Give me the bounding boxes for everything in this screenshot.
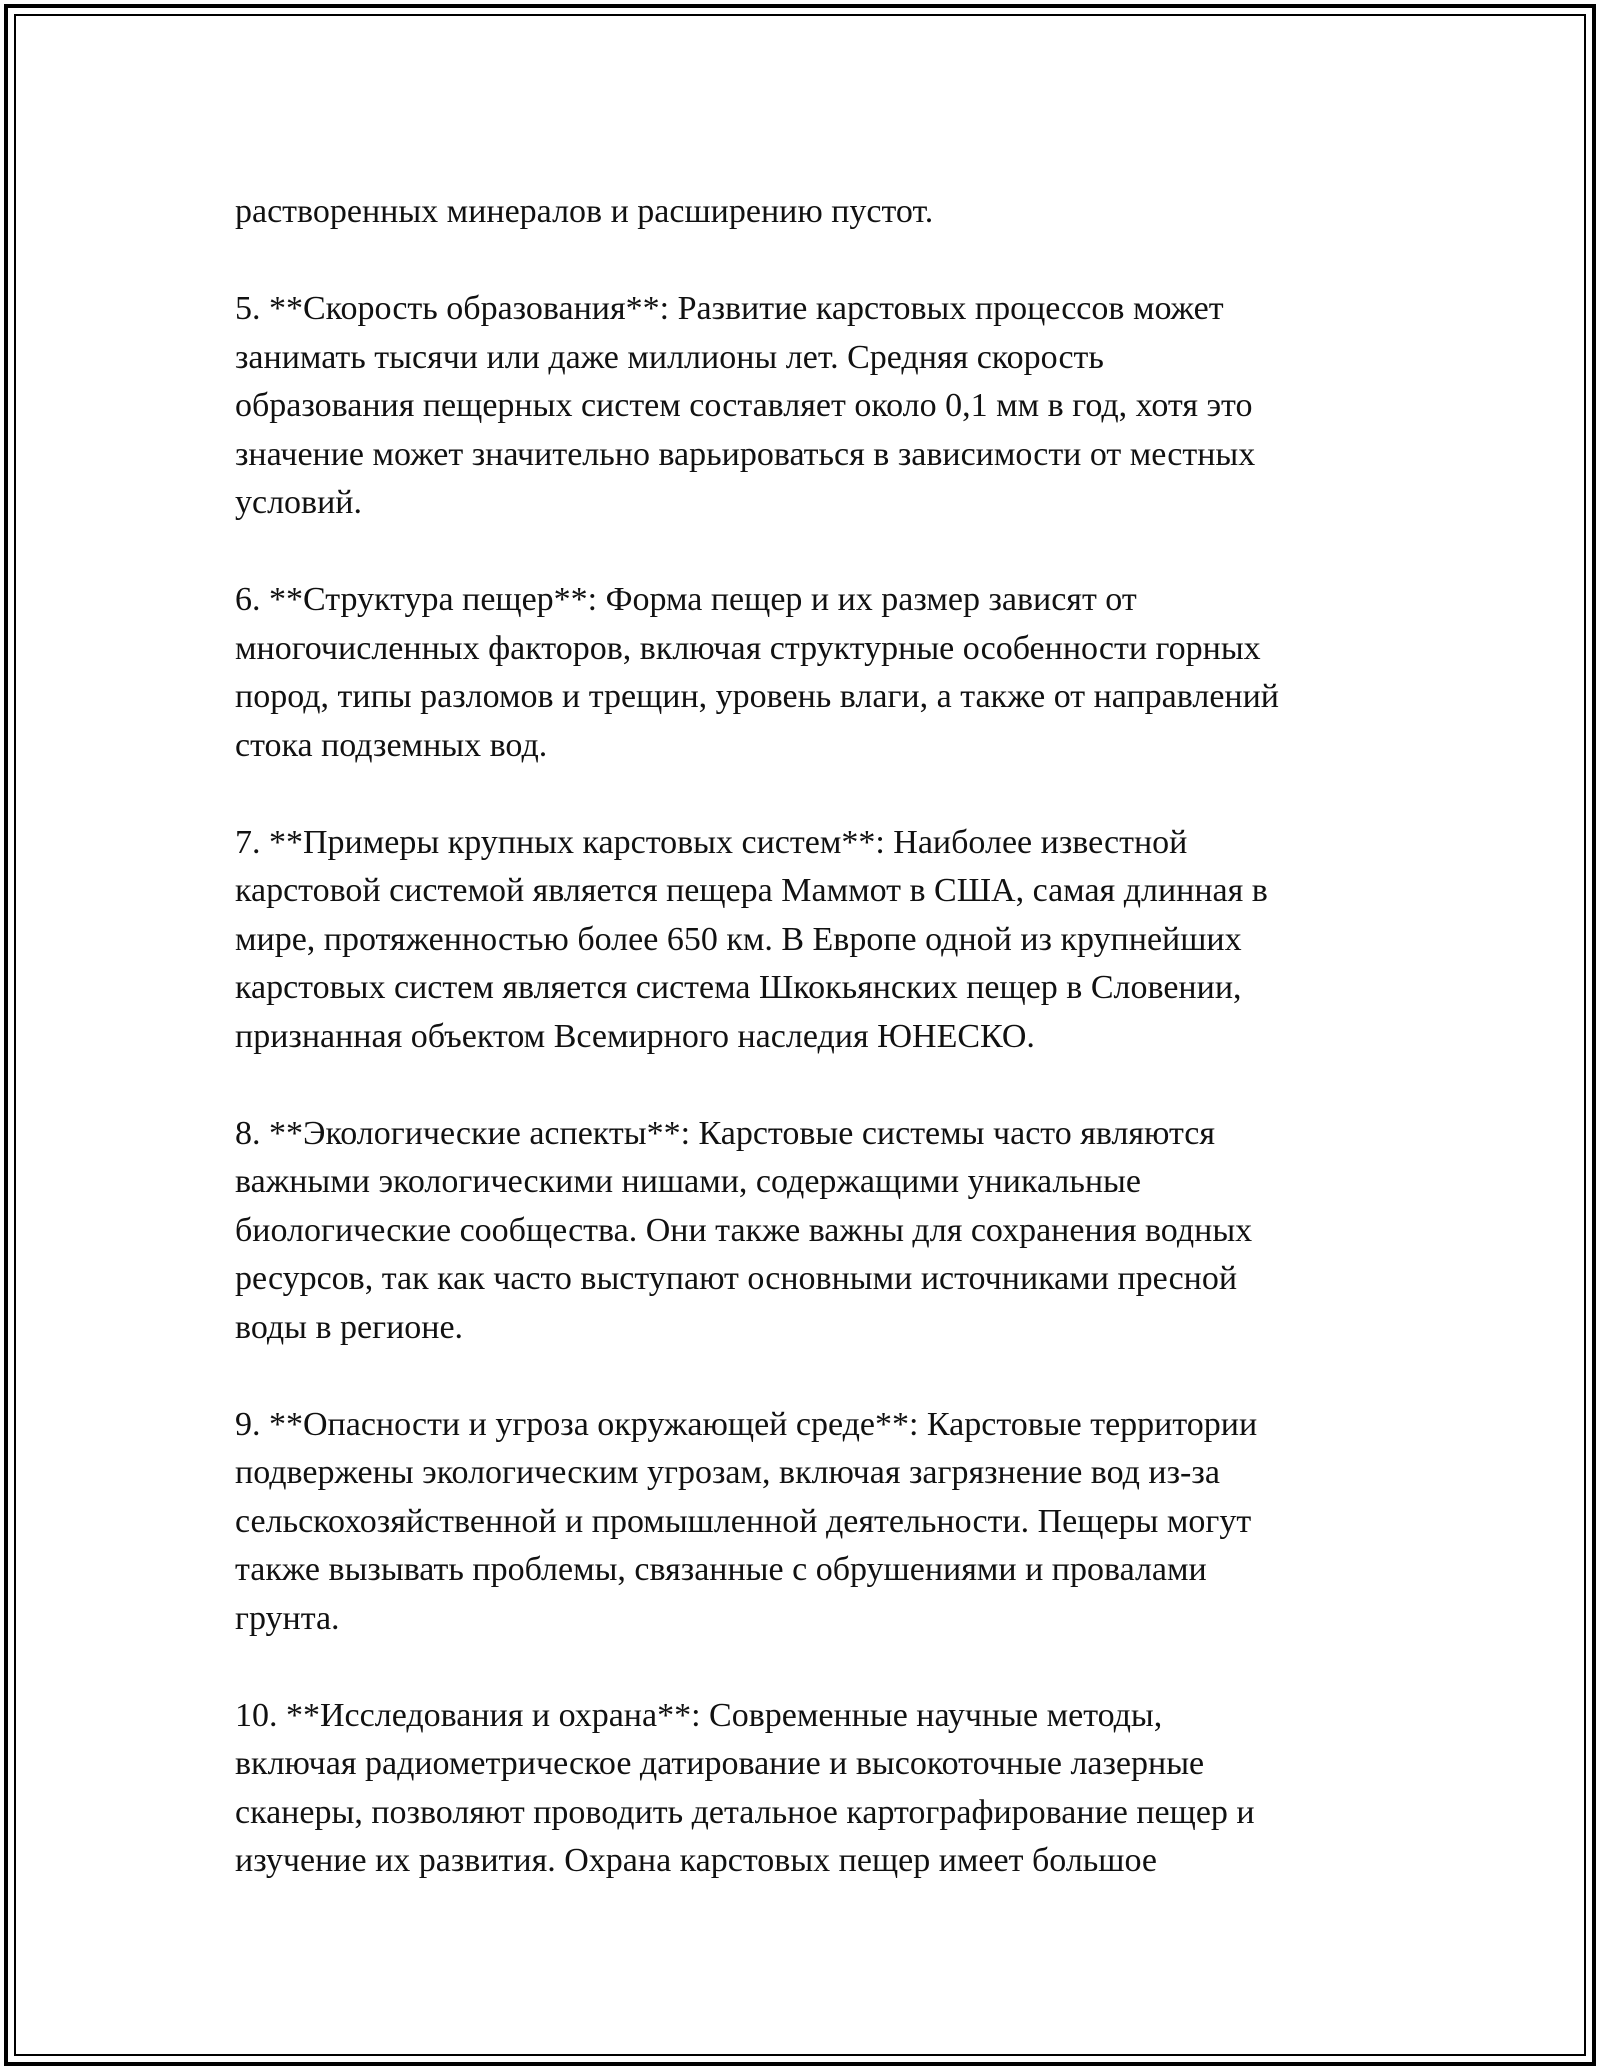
paragraph-item-8: 8. **Экологические аспекты**: Карстовые системы часто являются важными экологическими нишами, содержащими уникальные биологические сообщества. Они также важны для сохранения водных ресурсов, так как часто выступают основными источниками пресной воды в регионе.	[235, 1114, 1253, 1346]
paragraph-item-5: 5. **Скорость образования**: Развитие карстовых процессов может занимать тысячи или даже миллионы лет. Средняя скорость образования пещерных систем составляет около 0,1 мм в год, хотя это значение может значительно варьироваться в зависимости от местных условий.	[235, 290, 1256, 521]
document-body	[235, 188, 1375, 1886]
paragraph-item-10: 10. **Исследования и охрана**: Современные научные методы, включая радиометрическое датирование и высокоточные лазерные сканеры, позволяют проводить детальное картографирование пещер и изучение их развития. Охрана карстовых пещер имеет большое	[235, 1696, 1255, 1879]
paragraph-item-9: 9. **Опасности и угроза окружающей среде**: Карстовые территории подвержены экологическим угрозам, включая загрязнение вод из-за сельскохозяйственной и промышленной деятельности. Пещеры могут также вызывать проблемы, связанные с обрушениями и провалами грунта.	[235, 1405, 1258, 1637]
paragraph-item-7: 7. **Примеры крупных карстовых систем**: Наиболее известной карстовой системой является пещера Маммот в США, самая длинная в мире, протяженностью более 650 км. В Европе одной из крупнейших карстовых систем является система Шкокьянских пещер в Словении, признанная объектом Всемирного наследия ЮНЕСКО.	[235, 823, 1268, 1055]
paragraph-item-6: 6. **Структура пещер**: Форма пещер и их размер зависят от многочисленных факторов, включая структурные особенности горных пород, типы разломов и трещин, уровень влаги, а также от направлений стока подземных вод.	[235, 581, 1279, 764]
paragraph-continuation: растворенных минералов и расширению пустот.	[235, 193, 934, 230]
